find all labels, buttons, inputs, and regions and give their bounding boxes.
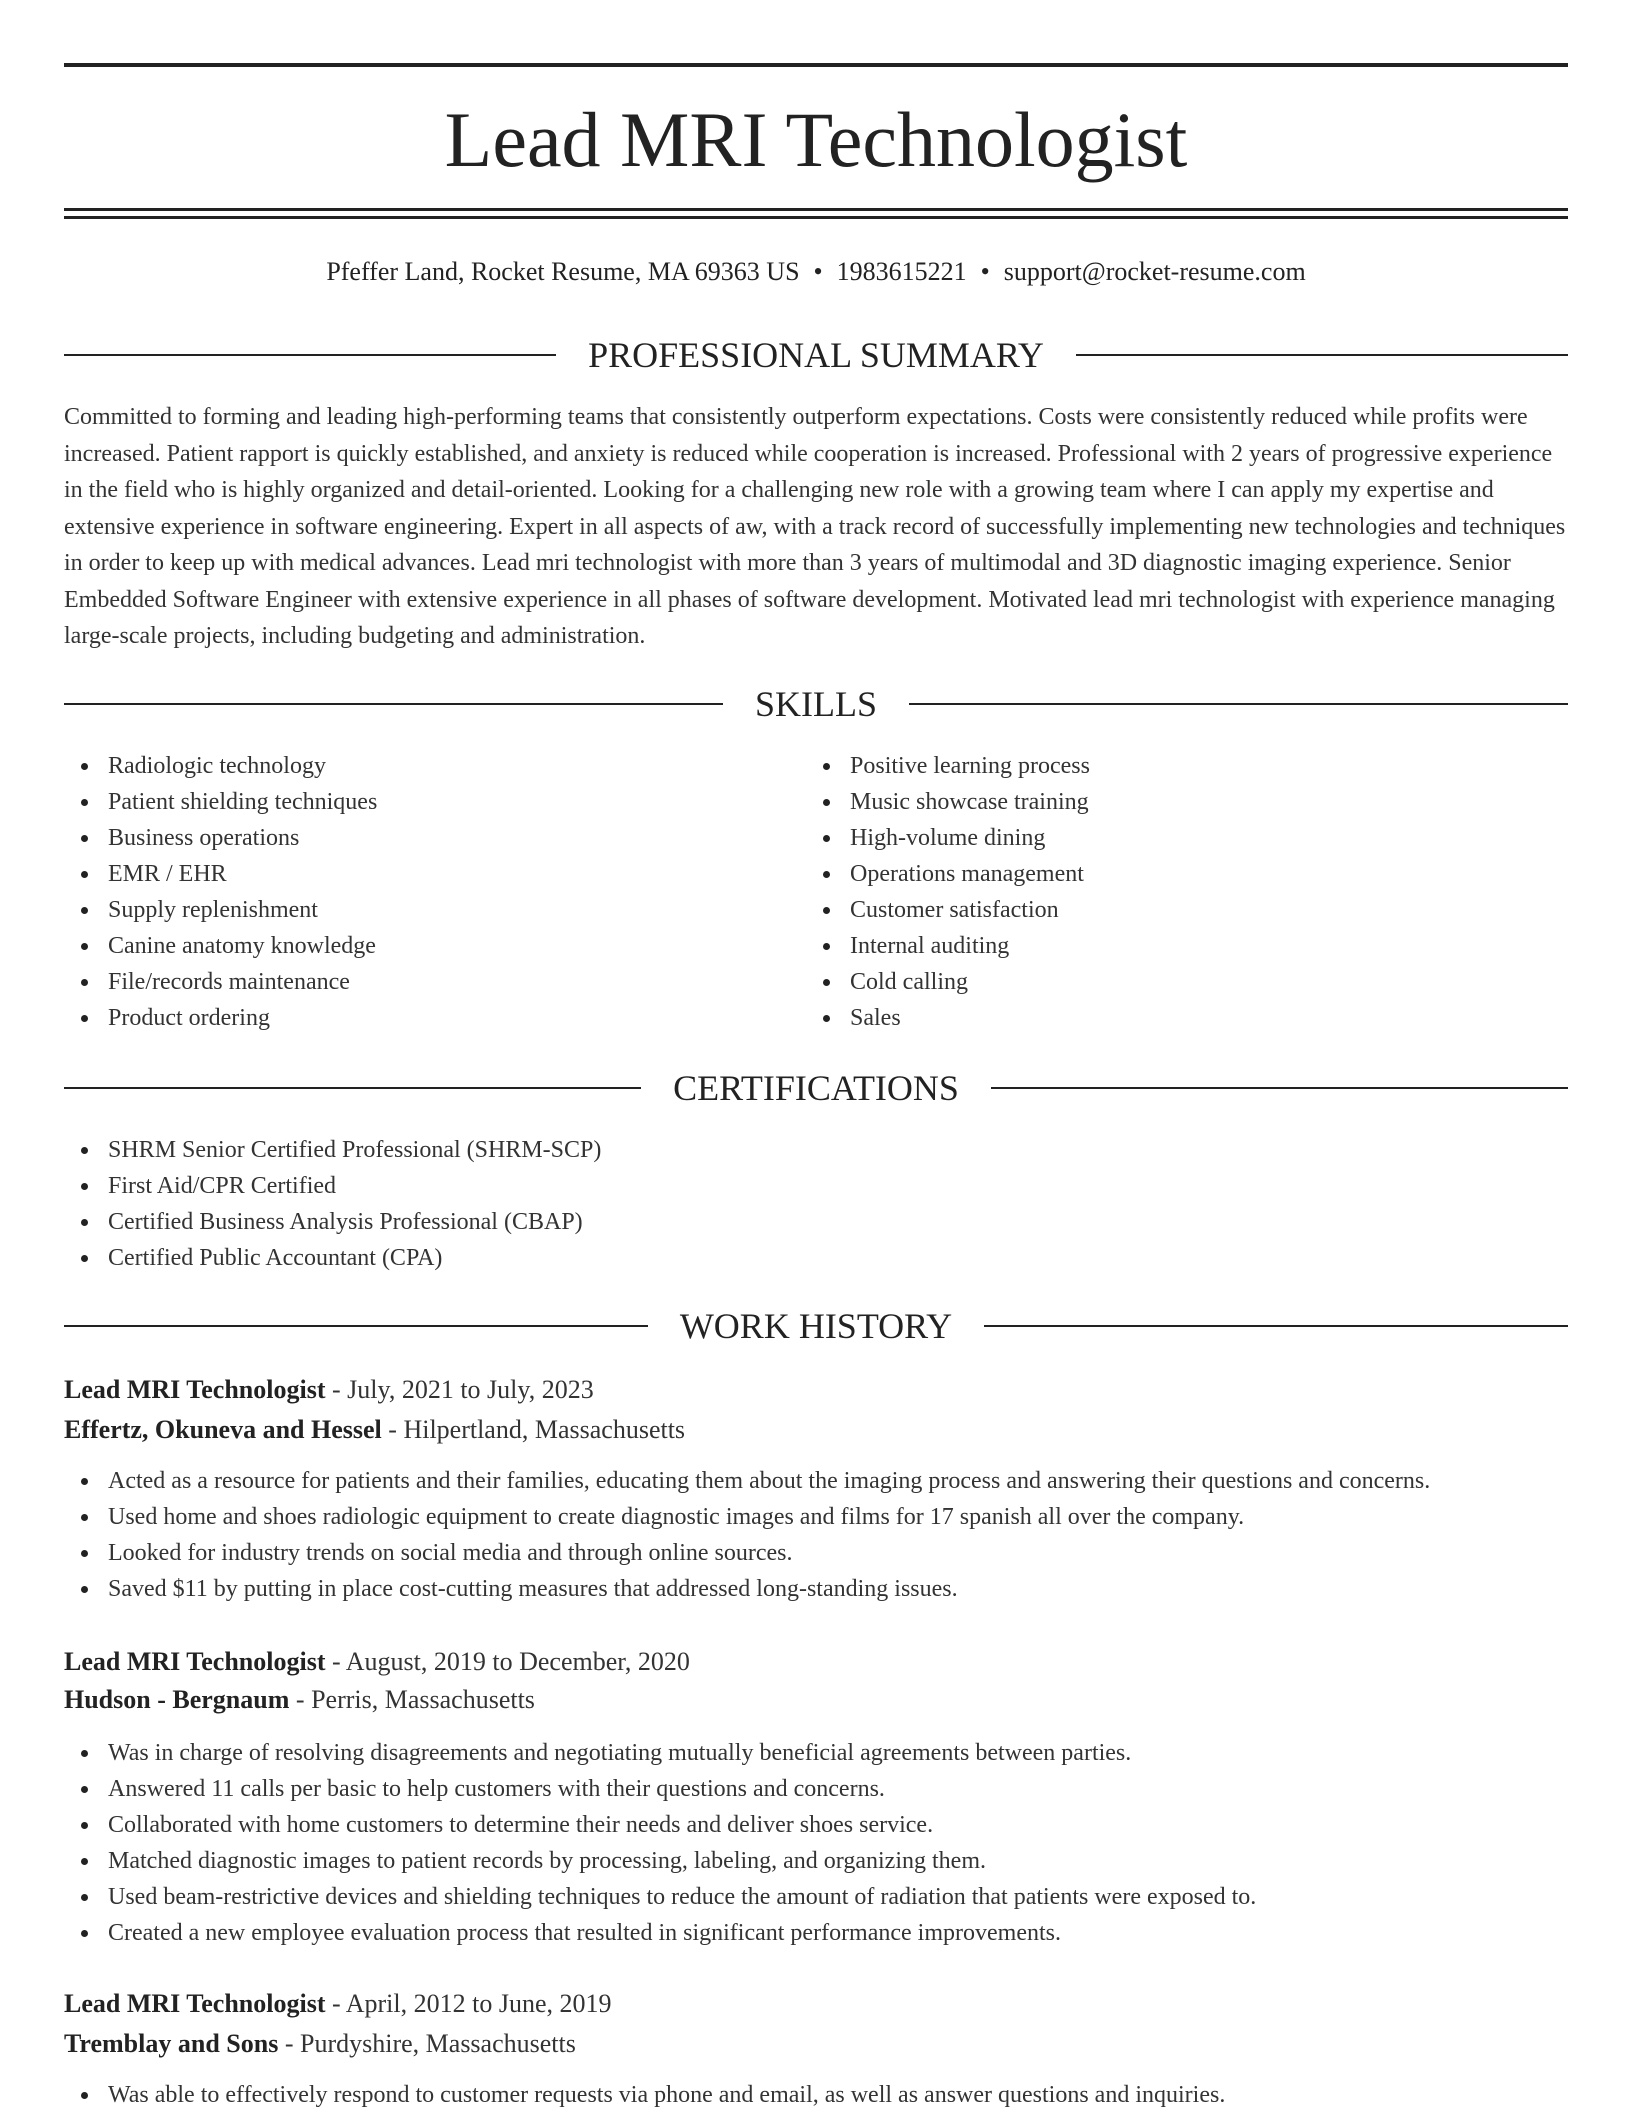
job-company-line	[64, 2025, 1568, 2063]
job-bullet: Created a new employee evaluation process that resulted in significant performance improvements.	[64, 1915, 1568, 1951]
job-title: Lead MRI Technologist	[64, 1989, 326, 2018]
skill-item: Sales	[806, 1000, 1506, 1036]
certifications-heading	[64, 1068, 1568, 1108]
skill-item: EMR / EHR	[64, 856, 764, 892]
double-rule	[64, 208, 1568, 219]
job-company: Effertz, Okuneva and Hessel	[64, 1415, 382, 1444]
job-bullet: Was able to effectively respond to customer requests via phone and email, as well as answer questions and inquiries.	[64, 2077, 1568, 2113]
skill-item: Internal auditing	[806, 928, 1506, 964]
job-title-line	[64, 1371, 1568, 1409]
dash: -	[284, 2029, 294, 2058]
skill-item: Business operations	[64, 820, 764, 856]
heading-rule	[991, 1087, 1568, 1089]
skill-item: Music showcase training	[806, 784, 1506, 820]
skills-list-right	[806, 748, 1506, 1036]
job-title-line	[64, 1985, 1568, 2023]
heading-rule	[984, 1325, 1568, 1327]
job-company-line	[64, 1411, 1568, 1449]
heading-rule	[64, 703, 723, 705]
dash: -	[332, 1989, 341, 2018]
skill-item: Canine anatomy knowledge	[64, 928, 764, 964]
skills-heading-text: SKILLS	[755, 684, 878, 724]
work-history-heading	[64, 1306, 1568, 1346]
skill-item: High-volume dining	[806, 820, 1506, 856]
job-company: Hudson - Bergnaum	[64, 1685, 290, 1714]
dash: -	[332, 1647, 341, 1676]
job-bullet: Collaborated with home customers to determine their needs and deliver shoes service.	[64, 1807, 1568, 1843]
job-bullet: Was in charge of resolving disagreements and negotiating mutually beneficial agreements between parties.	[64, 1735, 1568, 1771]
certification-item: Certified Business Analysis Professional (CBAP)	[64, 1204, 1568, 1240]
heading-rule	[909, 703, 1568, 705]
summary-heading	[64, 335, 1568, 375]
certification-item: Certified Public Accountant (CPA)	[64, 1240, 1568, 1276]
job-bullet: Answered 11 calls per basic to help customers with their questions and concerns.	[64, 1771, 1568, 1807]
job-location: Hilpertland, Massachusetts	[403, 1415, 686, 1444]
certification-item: First Aid/CPR Certified	[64, 1168, 1568, 1204]
heading-rule	[64, 1087, 641, 1089]
job-company: Tremblay and Sons	[64, 2029, 279, 2058]
job-dates: July, 2021 to July, 2023	[347, 1375, 594, 1404]
skill-item: Supply replenishment	[64, 892, 764, 928]
dash: -	[388, 1415, 397, 1444]
skill-item: Cold calling	[806, 964, 1506, 1000]
job-bullet: Matched diagnostic images to patient records by processing, labeling, and organizing them.	[64, 1843, 1568, 1879]
dash: -	[332, 1375, 341, 1404]
job-bullet: Used beam-restrictive devices and shielding techniques to reduce the amount of radiation that patients were exposed to.	[64, 1879, 1568, 1915]
contact-separator: •	[980, 257, 990, 286]
resume-title: Lead MRI Technologist	[444, 96, 1188, 183]
heading-rule	[64, 354, 556, 356]
contact-phone[interactable]: 1983615221	[836, 257, 967, 286]
job-location: Purdyshire, Massachusetts	[300, 2029, 576, 2058]
job-bullets	[64, 2077, 1568, 2113]
job-location: Perris, Massachusetts	[311, 1685, 535, 1714]
certification-item: SHRM Senior Certified Professional (SHRM-SCP)	[64, 1132, 1568, 1168]
heading-rule	[1076, 354, 1568, 356]
contact-address: Pfeffer Land, Rocket Resume, MA 69363 US	[326, 257, 800, 286]
job-bullet: Saved $11 by putting in place cost-cutting measures that addressed long-standing issues.	[64, 1571, 1568, 1607]
certifications-heading-text: CERTIFICATIONS	[673, 1068, 959, 1108]
skill-item: File/records maintenance	[64, 964, 764, 1000]
contact-separator: •	[813, 257, 823, 286]
skill-item: Customer satisfaction	[806, 892, 1506, 928]
job-bullets	[64, 1735, 1568, 1951]
skills-list-left	[64, 748, 764, 1036]
job-bullet: Looked for industry trends on social media and through online sources.	[64, 1535, 1568, 1571]
skill-item: Patient shielding techniques	[64, 784, 764, 820]
certifications-list	[64, 1132, 1568, 1276]
job-dates: August, 2019 to December, 2020	[345, 1647, 690, 1676]
summary-heading-text: PROFESSIONAL SUMMARY	[588, 335, 1044, 375]
job-company-line	[64, 1681, 1568, 1719]
skill-item: Product ordering	[64, 1000, 764, 1036]
job-title: Lead MRI Technologist	[64, 1647, 326, 1676]
job-bullet: Acted as a resource for patients and their families, educating them about the imaging process and answering their questions and concerns.	[64, 1463, 1568, 1499]
work-history-heading-text: WORK HISTORY	[679, 1306, 953, 1346]
skill-item: Positive learning process	[806, 748, 1506, 784]
job-dates: April, 2012 to June, 2019	[345, 1989, 612, 2018]
skill-item: Operations management	[806, 856, 1506, 892]
job-bullets	[64, 1463, 1568, 1607]
heading-rule	[64, 1325, 648, 1327]
dash: -	[295, 1685, 305, 1714]
skill-item: Radiologic technology	[64, 748, 764, 784]
job-bullet: Used home and shoes radiologic equipment to create diagnostic images and films for 17 spanish all over the company.	[64, 1499, 1568, 1535]
skills-heading	[64, 684, 1568, 724]
top-rule	[64, 63, 1568, 67]
contact-line	[0, 254, 1632, 290]
contact-email[interactable]: support@rocket-resume.com	[1003, 257, 1306, 286]
job-title: Lead MRI Technologist	[64, 1375, 326, 1404]
job-title-line	[64, 1643, 1568, 1681]
summary-text: Committed to forming and leading high-performing teams that consistently outperform expectations. Costs were consistently reduced while profits were increased. Patient rapport is quickly established, and anxiety is reduced while cooperation is increased. Professional with 2 years of progressive experience in the field who is highly organized and detail-oriented. Looking for a challenging new role with a growing team where I can apply my expertise and extensive experience in software engineering. Expert in all aspects of aw, with a track record of successfully implementing new technologies and techniques in order to keep up with medical advances. Lead mri technologist with more than 3 years of multimodal and 3D diagnostic imaging experience. Senior Embedded Software Engineer with extensive experience in all phases of software development. Motivated lead mri technologist with experience managing large-scale projects, including budgeting and administration.	[64, 404, 1566, 649]
